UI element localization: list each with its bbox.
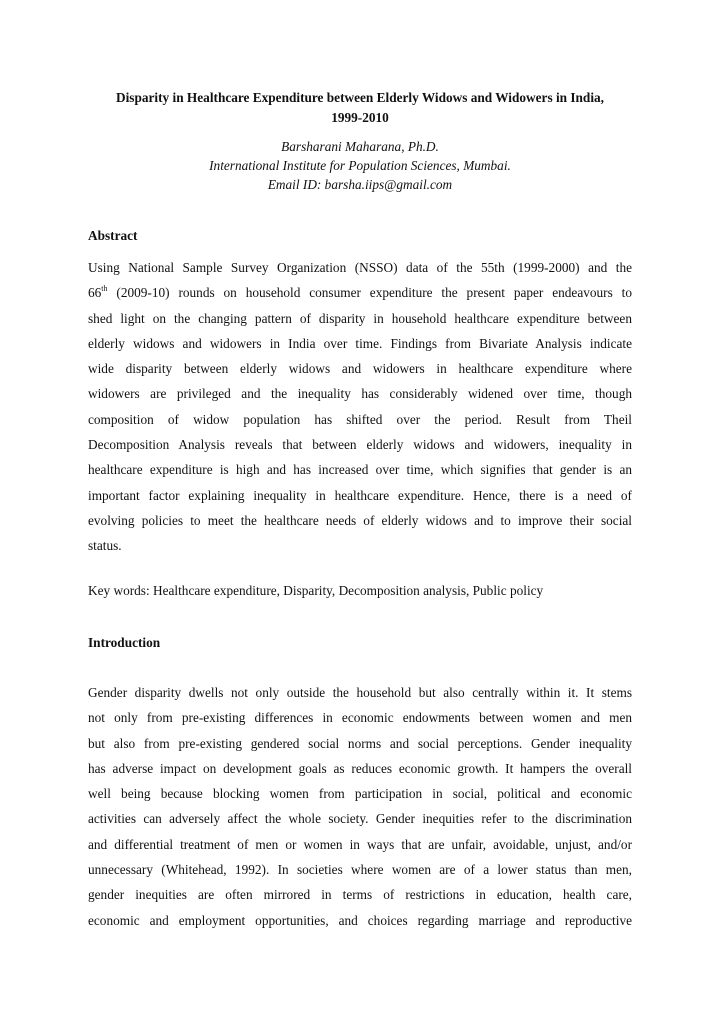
intro-line: but also from pre-existing gendered social norms and social perceptions. Gender inequality xyxy=(88,735,632,751)
paper-title xyxy=(88,88,632,128)
abstract-line: wide disparity between elderly widows and widowers in healthcare expenditure where xyxy=(88,361,632,377)
intro-line: and differential treatment of men or women in ways that are unfair, avoidable, unjust, and/or xyxy=(88,836,632,852)
introduction-heading: Introduction xyxy=(88,635,161,650)
intro-line: Gender disparity dwells not only outside the household but also centrally within it. It stems xyxy=(88,685,632,700)
intro-line: not only from pre-existing differences in economic endowments between women and men xyxy=(88,710,632,726)
author-email: Email ID: barsha.iips@gmail.com xyxy=(267,177,453,192)
intro-line: gender inequities are often mirrored in terms of restrictions in education, health care, xyxy=(88,887,632,903)
abstract-line: Decomposition Analysis reveals that between elderly widows and widowers, inequality in xyxy=(88,437,632,453)
abstract-line: important factor explaining inequality in healthcare expenditure. Hence, there is a need of xyxy=(88,487,632,503)
title-line-1: Disparity in Healthcare Expenditure between Elderly Widows and Widowers in India, xyxy=(116,90,604,105)
introduction-body xyxy=(88,680,632,933)
intro-line: economic and employment opportunities, and choices regarding marriage and reproductive xyxy=(88,912,632,928)
abstract-line: Using National Sample Survey Organization (NSSO) data of the 55th (1999-2000) and the xyxy=(88,260,632,275)
intro-line: has adverse impact on development goals as reduces economic growth. It hampers the overall xyxy=(88,760,632,776)
keywords: Key words: Healthcare expenditure, Disparity, Decomposition analysis, Public policy xyxy=(88,583,544,598)
abstract-line: elderly widows and widowers in India over time. Findings from Bivariate Analysis indicate xyxy=(88,335,632,351)
intro-line: well being because blocking women from participation in social, political and economic xyxy=(88,786,632,802)
superscript-th: th xyxy=(101,284,108,294)
title-line-2: 1999-2010 xyxy=(331,110,389,125)
abstract-line: shed light on the changing pattern of disparity in household healthcare expenditure between xyxy=(88,310,632,326)
abstract-body xyxy=(88,255,632,559)
author-affiliation: International Institute for Population Sciences, Mumbai. xyxy=(209,158,511,173)
abstract-line: 66th (2009-10) rounds on household consumer expenditure the present paper endeavours to xyxy=(88,284,632,301)
intro-line: unnecessary (Whitehead, 1992). In societies where women are of a lower status than men, xyxy=(88,862,632,878)
abstract-line: status. xyxy=(88,538,122,554)
author-block xyxy=(88,137,632,194)
abstract-line: healthcare expenditure is high and has increased over time, which signifies that gender is an xyxy=(88,462,632,478)
abstract-line: widowers are privileged and the inequality has considerably widened over time, though xyxy=(88,386,632,402)
abstract-line: composition of widow population has shifted over the period. Result from Theil xyxy=(88,411,632,427)
author-name: Barsharani Maharana, Ph.D. xyxy=(281,139,439,154)
abstract-line: evolving policies to meet the healthcare needs of elderly widows and to improve their social xyxy=(88,512,632,528)
abstract-heading: Abstract xyxy=(88,228,138,243)
intro-line: activities can adversely affect the whole society. Gender inequities refer to the discrimination xyxy=(88,811,632,827)
